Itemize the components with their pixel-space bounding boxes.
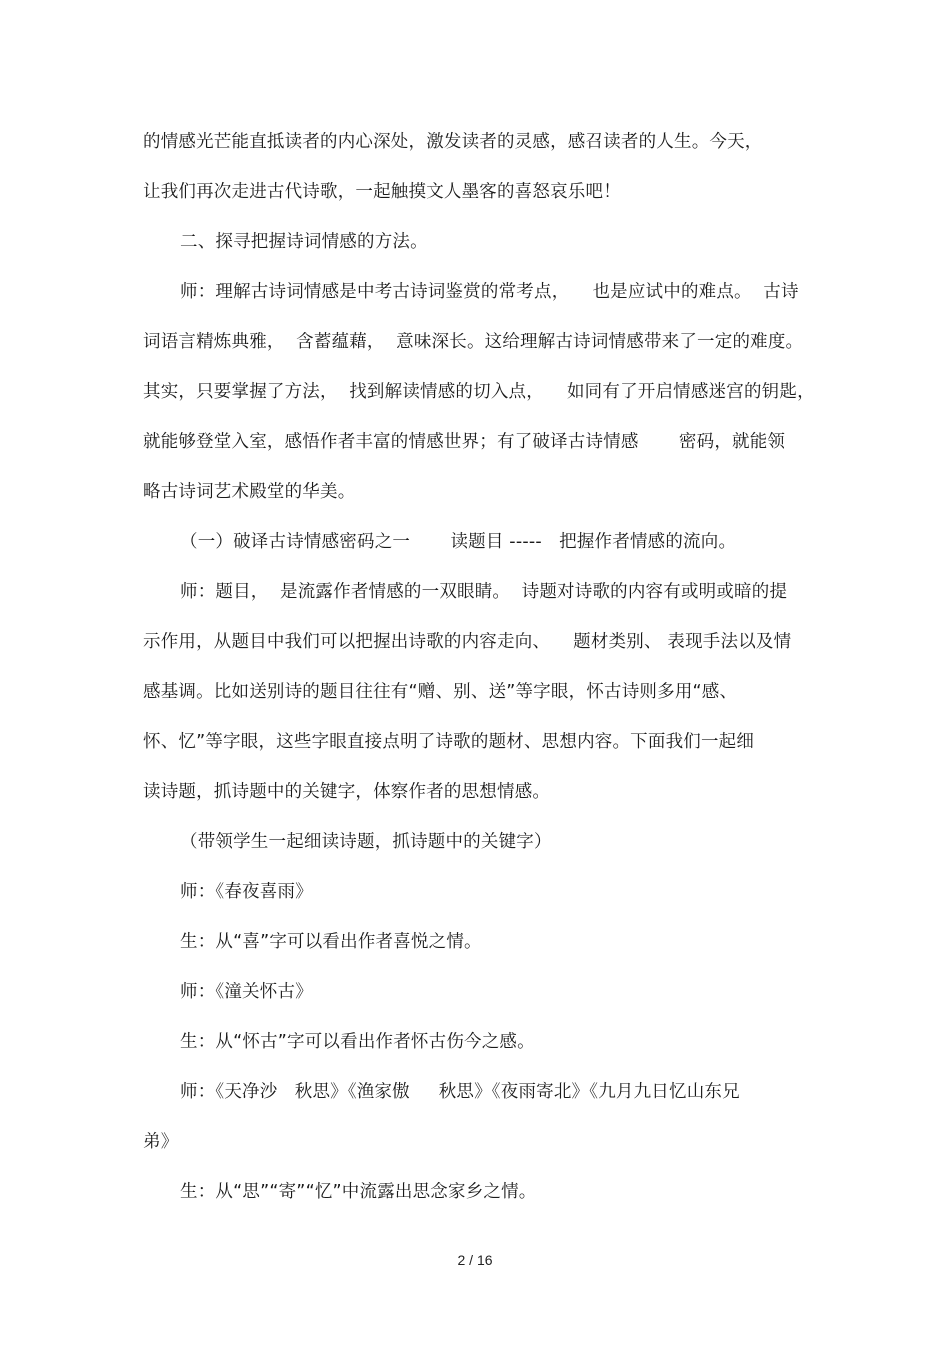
dialogue-line: 生：从“喜”字可以看出作者喜悦之情。 <box>180 932 482 952</box>
dialogue-line: 弟》 <box>143 1132 179 1152</box>
subsection-heading: （一）破译古诗情感密码之一 读题目 ----- 把握作者情感的流向。 <box>180 532 737 552</box>
dialogue-line: 生：从“怀古”字可以看出作者怀古伤今之感。 <box>180 1032 535 1052</box>
text-line: 示作用，从题目中我们可以把握出诗歌的内容走向、 题材类别、 表现手法以及情 <box>143 632 792 652</box>
text-line: 其实，只要掌握了方法， 找到解读情感的切入点， 如同有了开启情感迷宫的钥匙， <box>143 382 815 402</box>
page-number: 2 / 16 <box>457 1252 493 1268</box>
text-line: 略古诗词艺术殿堂的华美。 <box>143 482 356 502</box>
text-line: 让我们再次走进古代诗歌，一起触摸文人墨客的喜怒哀乐吧！ <box>143 182 621 202</box>
text-line: 感基调。比如送别诗的题目往往有“赠、别、送”等字眼，怀古诗则多用“感、 <box>143 682 738 702</box>
text-line: 就能够登堂入室，感悟作者丰富的情感世界；有了破译古诗情感 密码，就能领 <box>143 432 786 452</box>
text-line: 师：题目， 是流露作者情感的一双眼睛。 诗题对诗歌的内容有或明或暗的提 <box>180 582 788 602</box>
dialogue-line: 生：从“思”“寄”“忆”中流露出思念家乡之情。 <box>180 1182 537 1202</box>
dialogue-line: 师：《潼关怀古》 <box>180 982 313 1002</box>
text-line: 词语言精炼典雅， 含蓄蕴藉， 意味深长。这给理解古诗词情感带来了一定的难度。 <box>143 332 804 352</box>
section-heading: 二、探寻把握诗词情感的方法。 <box>180 232 428 252</box>
text-line: 师：理解古诗词情感是中考古诗词鉴赏的常考点， 也是应试中的难点。 古诗 <box>180 282 799 302</box>
text-line: 怀、忆”等字眼，这些字眼直接点明了诗歌的题材、思想内容。下面我们一起细 <box>143 732 755 752</box>
dialogue-line: 师：《天净沙 秋思》《渔家傲 秋思》《夜雨寄北》《九月九日忆山东兄 <box>180 1082 740 1102</box>
text-line: （带领学生一起细读诗题，抓诗题中的关键字） <box>180 832 552 852</box>
dialogue-line: 师：《春夜喜雨》 <box>180 882 313 902</box>
text-line: 读诗题，抓诗题中的关键字，体察作者的思想情感。 <box>143 782 551 802</box>
text-line: 的情感光芒能直抵读者的内心深处，激发读者的灵感，感召读者的人生。今天， <box>143 132 763 152</box>
